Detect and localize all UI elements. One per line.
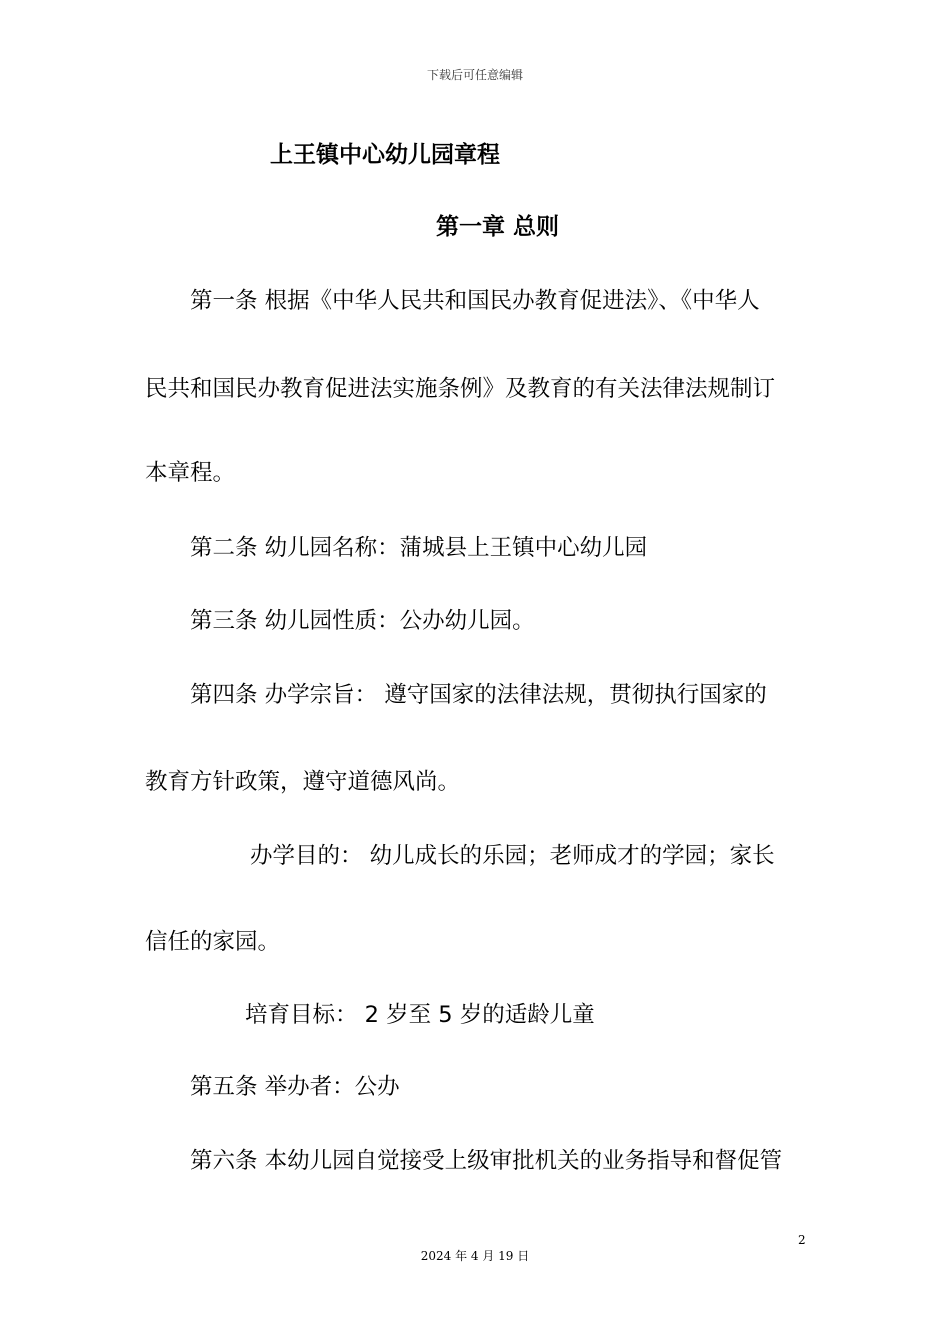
text-line: 第四条 办学宗旨： 遵守国家的法律法规，贯彻执行国家的	[190, 682, 767, 708]
text-line: 第五条 举办者：公办	[190, 1074, 400, 1100]
text-line: 第一条 根据《中华人民共和国民办教育促进法》、《中华人	[190, 288, 760, 314]
page-footer-date: 2024 年 4 月 19 日	[420, 1249, 530, 1263]
page-number: 2	[798, 1233, 806, 1247]
document-title: 上王镇中心幼儿园章程	[270, 142, 500, 168]
text-line: 本章程。	[145, 460, 236, 486]
page-header: 下载后可任意编辑	[426, 68, 523, 82]
text-line: 信任的家园。	[145, 929, 281, 955]
text-line: 第三条 幼儿园性质：公办幼儿园。	[190, 608, 535, 634]
text-line: 第六条 本幼儿园自觉接受上级审批机关的业务指导和督促管	[190, 1148, 783, 1174]
text-line: 培育目标： 2 岁至 5 岁的适龄儿童	[245, 1002, 595, 1028]
chapter-heading: 第一章 总则	[436, 214, 560, 240]
text-line: 教育方针政策，遵守道德风尚。	[145, 769, 461, 795]
text-line: 办学目的： 幼儿成长的乐园；老师成才的学园；家长	[250, 843, 775, 869]
text-line: 第二条 幼儿园名称：蒲城县上王镇中心幼儿园	[190, 535, 648, 561]
text-line: 民共和国民办教育促进法实施条例》及教育的有关法律法规制订	[145, 376, 776, 402]
